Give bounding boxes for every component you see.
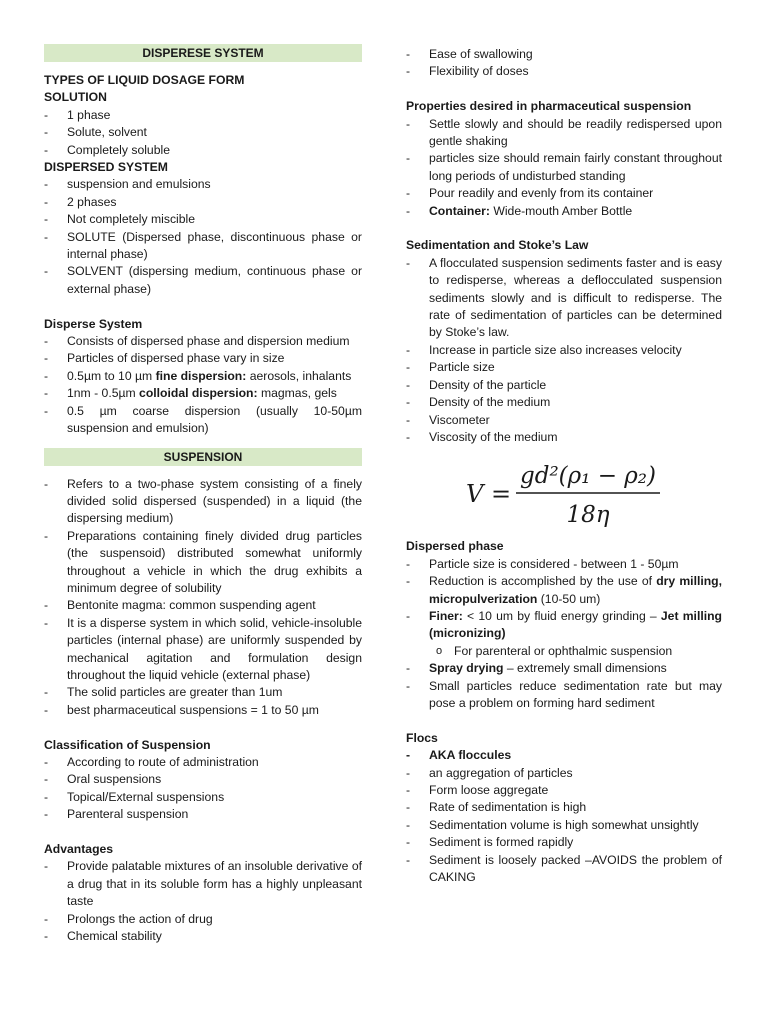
list-item: - The solid particles are greater than 1um	[44, 684, 362, 701]
list-item: - best pharmaceutical suspensions = 1 to 50 µm	[44, 702, 362, 719]
flocs-title: Flocs	[406, 730, 438, 745]
list-item: - SOLVENT (dispersing medium, continuous phase or external phase)	[44, 263, 362, 298]
advantages-list	[44, 858, 362, 945]
list-item: - Form loose aggregate	[406, 782, 722, 799]
list-item: - Topical/External suspensions	[44, 789, 362, 806]
list-item: - Small particles reduce sedimentation rate but may pose a problem on forming hard sediment	[406, 678, 722, 713]
list-item: - Sedimentation volume is high somewhat unsightly	[406, 817, 722, 834]
dispersed-phase-list	[406, 556, 722, 713]
list-item: - Preparations containing finely divided drug particles (the suspensoid) distributed somewhat uniformly throughout a vehicle in which the drug exhibits a minimum degree of solubility	[44, 528, 362, 598]
list-item: - Settle slowly and should be readily redispersed upon gentle shaking	[406, 116, 722, 151]
list-item: - Bentonite magma: common suspending agent	[44, 597, 362, 614]
disperse-system-header: DISPERESE SYSTEM	[44, 44, 362, 62]
stokes-law-formula	[406, 446, 722, 538]
classification-title: Classification of Suspension	[44, 737, 211, 752]
list-item: - Density of the particle	[406, 377, 722, 394]
list-item: - Consists of dispersed phase and dispersion medium	[44, 333, 362, 350]
list-item: - Viscometer	[406, 412, 722, 429]
list-item: - Flexibility of doses	[406, 63, 722, 80]
list-item: - an aggregation of particles	[406, 765, 722, 782]
advantages-title: Advantages	[44, 842, 114, 857]
list-item: - Spray drying – extremely small dimensions	[406, 660, 722, 677]
list-item: - Particle size	[406, 359, 722, 376]
formula-graphic	[464, 456, 664, 530]
list-item: - SOLUTE (Dispersed phase, discontinuous phase or internal phase)	[44, 229, 362, 264]
list-item: - 2 phases	[44, 194, 362, 211]
list-item: - Chemical stability	[44, 928, 362, 945]
solution-title: SOLUTION	[44, 90, 107, 105]
properties-list	[406, 116, 722, 220]
stokes-list	[406, 255, 722, 446]
disperse-system-list	[44, 333, 362, 437]
list-item: - Reduction is accomplished by the use of dry milling, micropulverization (10-50 um)	[406, 573, 722, 608]
suspension-list	[44, 476, 362, 720]
list-item: - Particles of dispersed phase vary in size	[44, 350, 362, 367]
list-item: - Sediment is formed rapidly	[406, 834, 722, 851]
list-item: - 1 phase	[44, 107, 362, 124]
right-column	[406, 46, 722, 886]
list-item: - particles size should remain fairly constant throughout long periods of undisturbed standing	[406, 150, 722, 185]
list-item: - Finer: < 10 um by fluid energy grinding – Jet milling (micronizing)	[406, 608, 722, 643]
list-item: - Sediment is loosely packed –AVOIDS the problem of CAKING	[406, 852, 722, 887]
list-item: - Density of the medium	[406, 394, 722, 411]
list-item: - Pour readily and evenly from its container	[406, 185, 722, 202]
formula-lhs: V =	[466, 480, 512, 509]
disperse-system-subtitle: Disperse System	[44, 316, 143, 331]
advantages-continued-list	[406, 46, 722, 81]
suspension-header: SUSPENSION	[44, 448, 362, 466]
list-item: - 0.5µm to 10 µm fine dispersion: aerosols, inhalants	[44, 368, 362, 385]
formula-numerator: gd²(ρ₁ − ρ₂)	[520, 463, 656, 490]
list-item: - Parenteral suspension	[44, 806, 362, 823]
sub-list-item: o For parenteral or ophthalmic suspension	[406, 643, 722, 660]
list-item: - suspension and emulsions	[44, 176, 362, 193]
list-item: - Particle size is considered - between 1 - 50µm	[406, 556, 722, 573]
list-item: - AKA floccules	[406, 747, 722, 764]
list-item: - Refers to a two-phase system consisting of a finely divided solid dispersed (suspended) in a liquid (the dispersing medium)	[44, 476, 362, 528]
list-item: - Provide palatable mixtures of an insoluble derivative of a drug that in its soluble form has a highly unpleasant taste	[44, 858, 362, 910]
list-item: - 0.5 µm coarse dispersion (usually 10-50µm suspension and emulsion)	[44, 403, 362, 438]
list-item: - 1nm - 0.5µm colloidal dispersion: magmas, gels	[44, 385, 362, 402]
list-item: - Prolongs the action of drug	[44, 911, 362, 928]
solution-list	[44, 107, 362, 159]
classification-list	[44, 754, 362, 824]
list-item: - Rate of sedimentation is high	[406, 799, 722, 816]
list-item: - It is a disperse system in which solid, vehicle-insoluble particles (internal phase) are uniformly suspended by mechanical agitation and formulation design throughout the liquid vehicle (external phase)	[44, 615, 362, 685]
left-column	[44, 44, 362, 945]
list-item: - Increase in particle size also increases velocity	[406, 342, 722, 359]
properties-title: Properties desired in pharmaceutical suspension	[406, 99, 692, 114]
list-item: - Not completely miscible	[44, 211, 362, 228]
dispersed-system-title: DISPERSED SYSTEM	[44, 160, 168, 175]
types-title: TYPES OF LIQUID DOSAGE FORM	[44, 73, 245, 87]
flocs-list	[406, 747, 722, 886]
list-item: - According to route of administration	[44, 754, 362, 771]
dispersed-phase-title: Dispersed phase	[406, 539, 504, 554]
formula-denominator: 18η	[566, 502, 610, 529]
list-item: - Ease of swallowing	[406, 46, 722, 63]
dispersed-list	[44, 176, 362, 298]
list-item: - Container: Wide-mouth Amber Bottle	[406, 203, 722, 220]
stokes-law-title: Sedimentation and Stoke’s Law	[406, 238, 589, 253]
list-item: - Solute, solvent	[44, 124, 362, 141]
list-item: - Viscosity of the medium	[406, 429, 722, 446]
list-item: - A flocculated suspension sediments faster and is easy to redisperse, whereas a deflocculated suspension sediments slowly and is difficult to redisperse. The rate of sedimentation of particles can be determined by Stoke’s law.	[406, 255, 722, 342]
list-item: - Oral suspensions	[44, 771, 362, 788]
list-item: - Completely soluble	[44, 142, 362, 159]
